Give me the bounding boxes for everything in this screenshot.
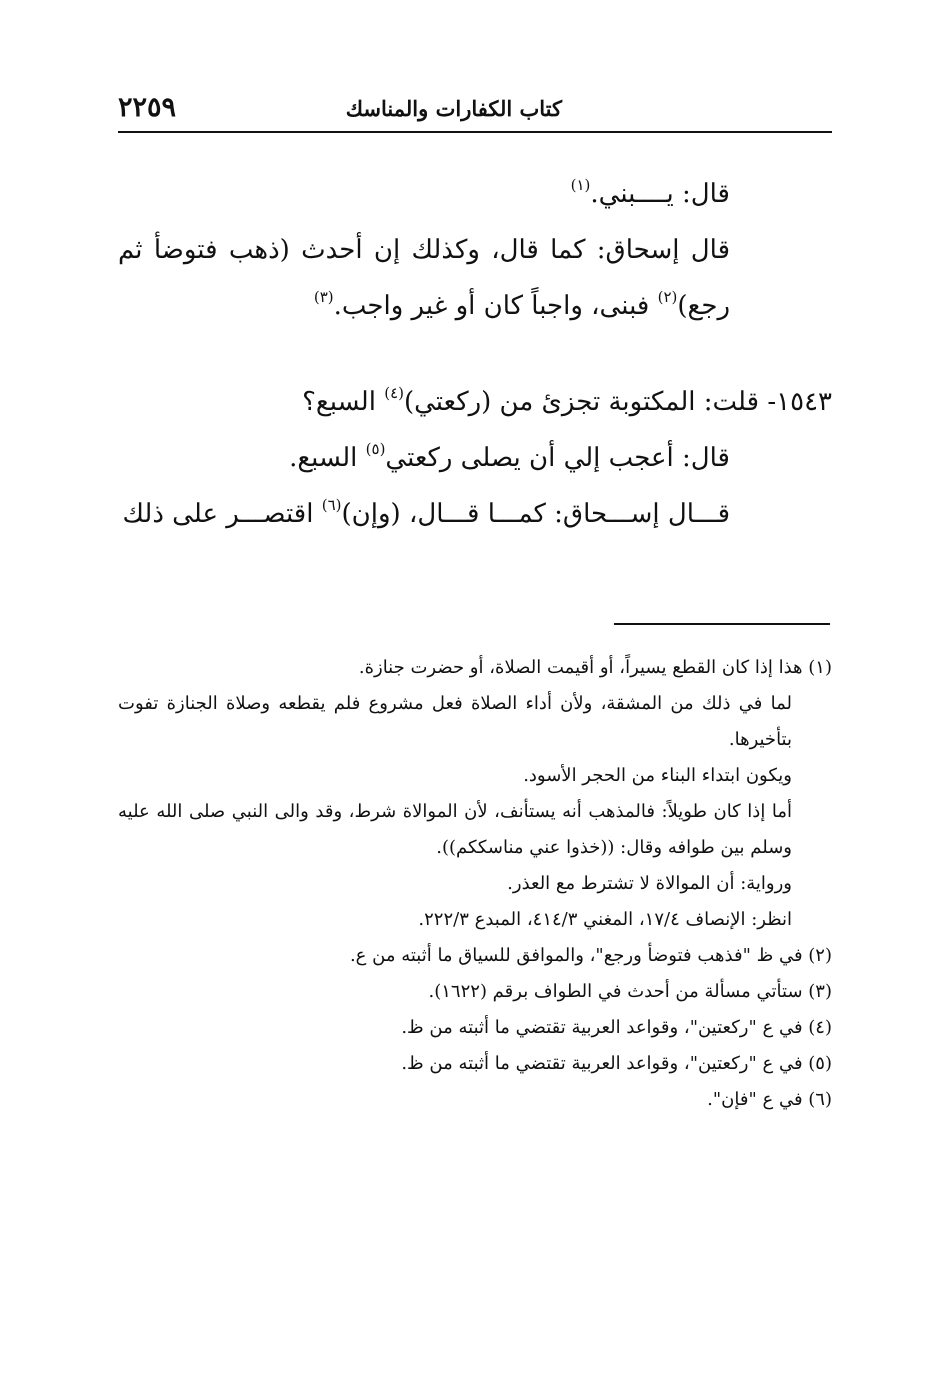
footnote-1-cont-5: انظر: الإنصاف ١٧/٤، المغني ٤١٤/٣، المبدع ٢٢٢/٣. xyxy=(418,909,792,930)
footnote-5: (٥) في ع "ركعتين"، وقواعد العربية تقتضي ما أثبته من ظ. xyxy=(401,1053,832,1074)
page-number: ٢٢٥٩ xyxy=(118,92,177,123)
footnote-1-cont-2: ويكون ابتداء البناء من الحجر الأسود. xyxy=(523,765,792,786)
footnote-6: (٦) في ع "فإن". xyxy=(707,1089,832,1110)
footnote-3: (٣) ستأتي مسألة من أحدث في الطواف برقم (١٦٢٢). xyxy=(428,981,832,1002)
main-text xyxy=(118,166,832,542)
footnote-ref-2: (٢) xyxy=(657,288,678,306)
paragraph-answer-2: قال: أعجب إلي أن يصلى ركعتي$^{(٥)}$ السبع. xyxy=(289,440,730,473)
paragraph-answer-1: قال: يــــبني.$^{(١)}$ xyxy=(570,176,730,209)
footnote-4: (٤) في ع "ركعتين"، وقواعد العربية تقتضي ما أثبته من ظ. xyxy=(401,1017,832,1038)
footnote-1-cont-4: ورواية: أن الموالاة لا تشترط مع العذر. xyxy=(507,873,792,894)
running-title: كتاب الكفارات والمناسك xyxy=(345,96,562,121)
footnote-1: (١) هذا إذا كان القطع يسيراً، أو أقيمت الصلاة، أو حضرت جنازة. xyxy=(358,657,832,678)
footnote-ref-5: (٥) xyxy=(365,440,386,458)
footnote-2: (٢) في ظ "فذهب فتوضأ ورجع"، والموافق للسياق ما أثبته من ع. xyxy=(349,945,832,966)
running-header xyxy=(118,92,832,132)
footnote-ref-6: (٦) xyxy=(321,496,342,514)
footnote-ref-3: (٣) xyxy=(313,288,334,306)
footnotes xyxy=(118,650,832,1118)
footnote-ref-1: (١) xyxy=(570,176,591,194)
paragraph-ishaq-2: قـــال إســـحاق: كمـــا قـــال، (وإن)$^{(٦)}$ اقتصـــر على ذلك xyxy=(122,496,730,529)
footnote-1-cont-1: لما في ذلك من المشقة، ولأن أداء الصلاة فعل مشروع فلم يقطعه وصلاة الجنازة تفوت بتأخيرها. xyxy=(118,693,792,750)
question-number: ١٥٤٣- xyxy=(759,387,832,417)
footnote-ref-4: (٤) xyxy=(384,384,404,402)
footnote-1-cont-3: أما إذا كان طويلاً: فالمذهب أنه يستأنف، لأن الموالاة شرط، وقد والى النبي صلى الله عليه وسلم بين طوافه وقال: ((خذوا عني مناسككم)). xyxy=(118,801,792,858)
question-1543: ١٥٤٣- قلت: المكتوبة تجزئ من (ركعتي)$^{(٤)}$ السبع؟ xyxy=(302,384,832,417)
footnote-separator xyxy=(614,623,830,625)
header-rule xyxy=(118,131,832,133)
paragraph-ishaq-1: قال إسحاق: كما قال، وكذلك إن أحدث (ذهب فتوضأ ثم رجع)$^{(٢)}$ فبنى، واجباً كان أو غير واجب.$^{(٣)}$ xyxy=(118,235,730,321)
